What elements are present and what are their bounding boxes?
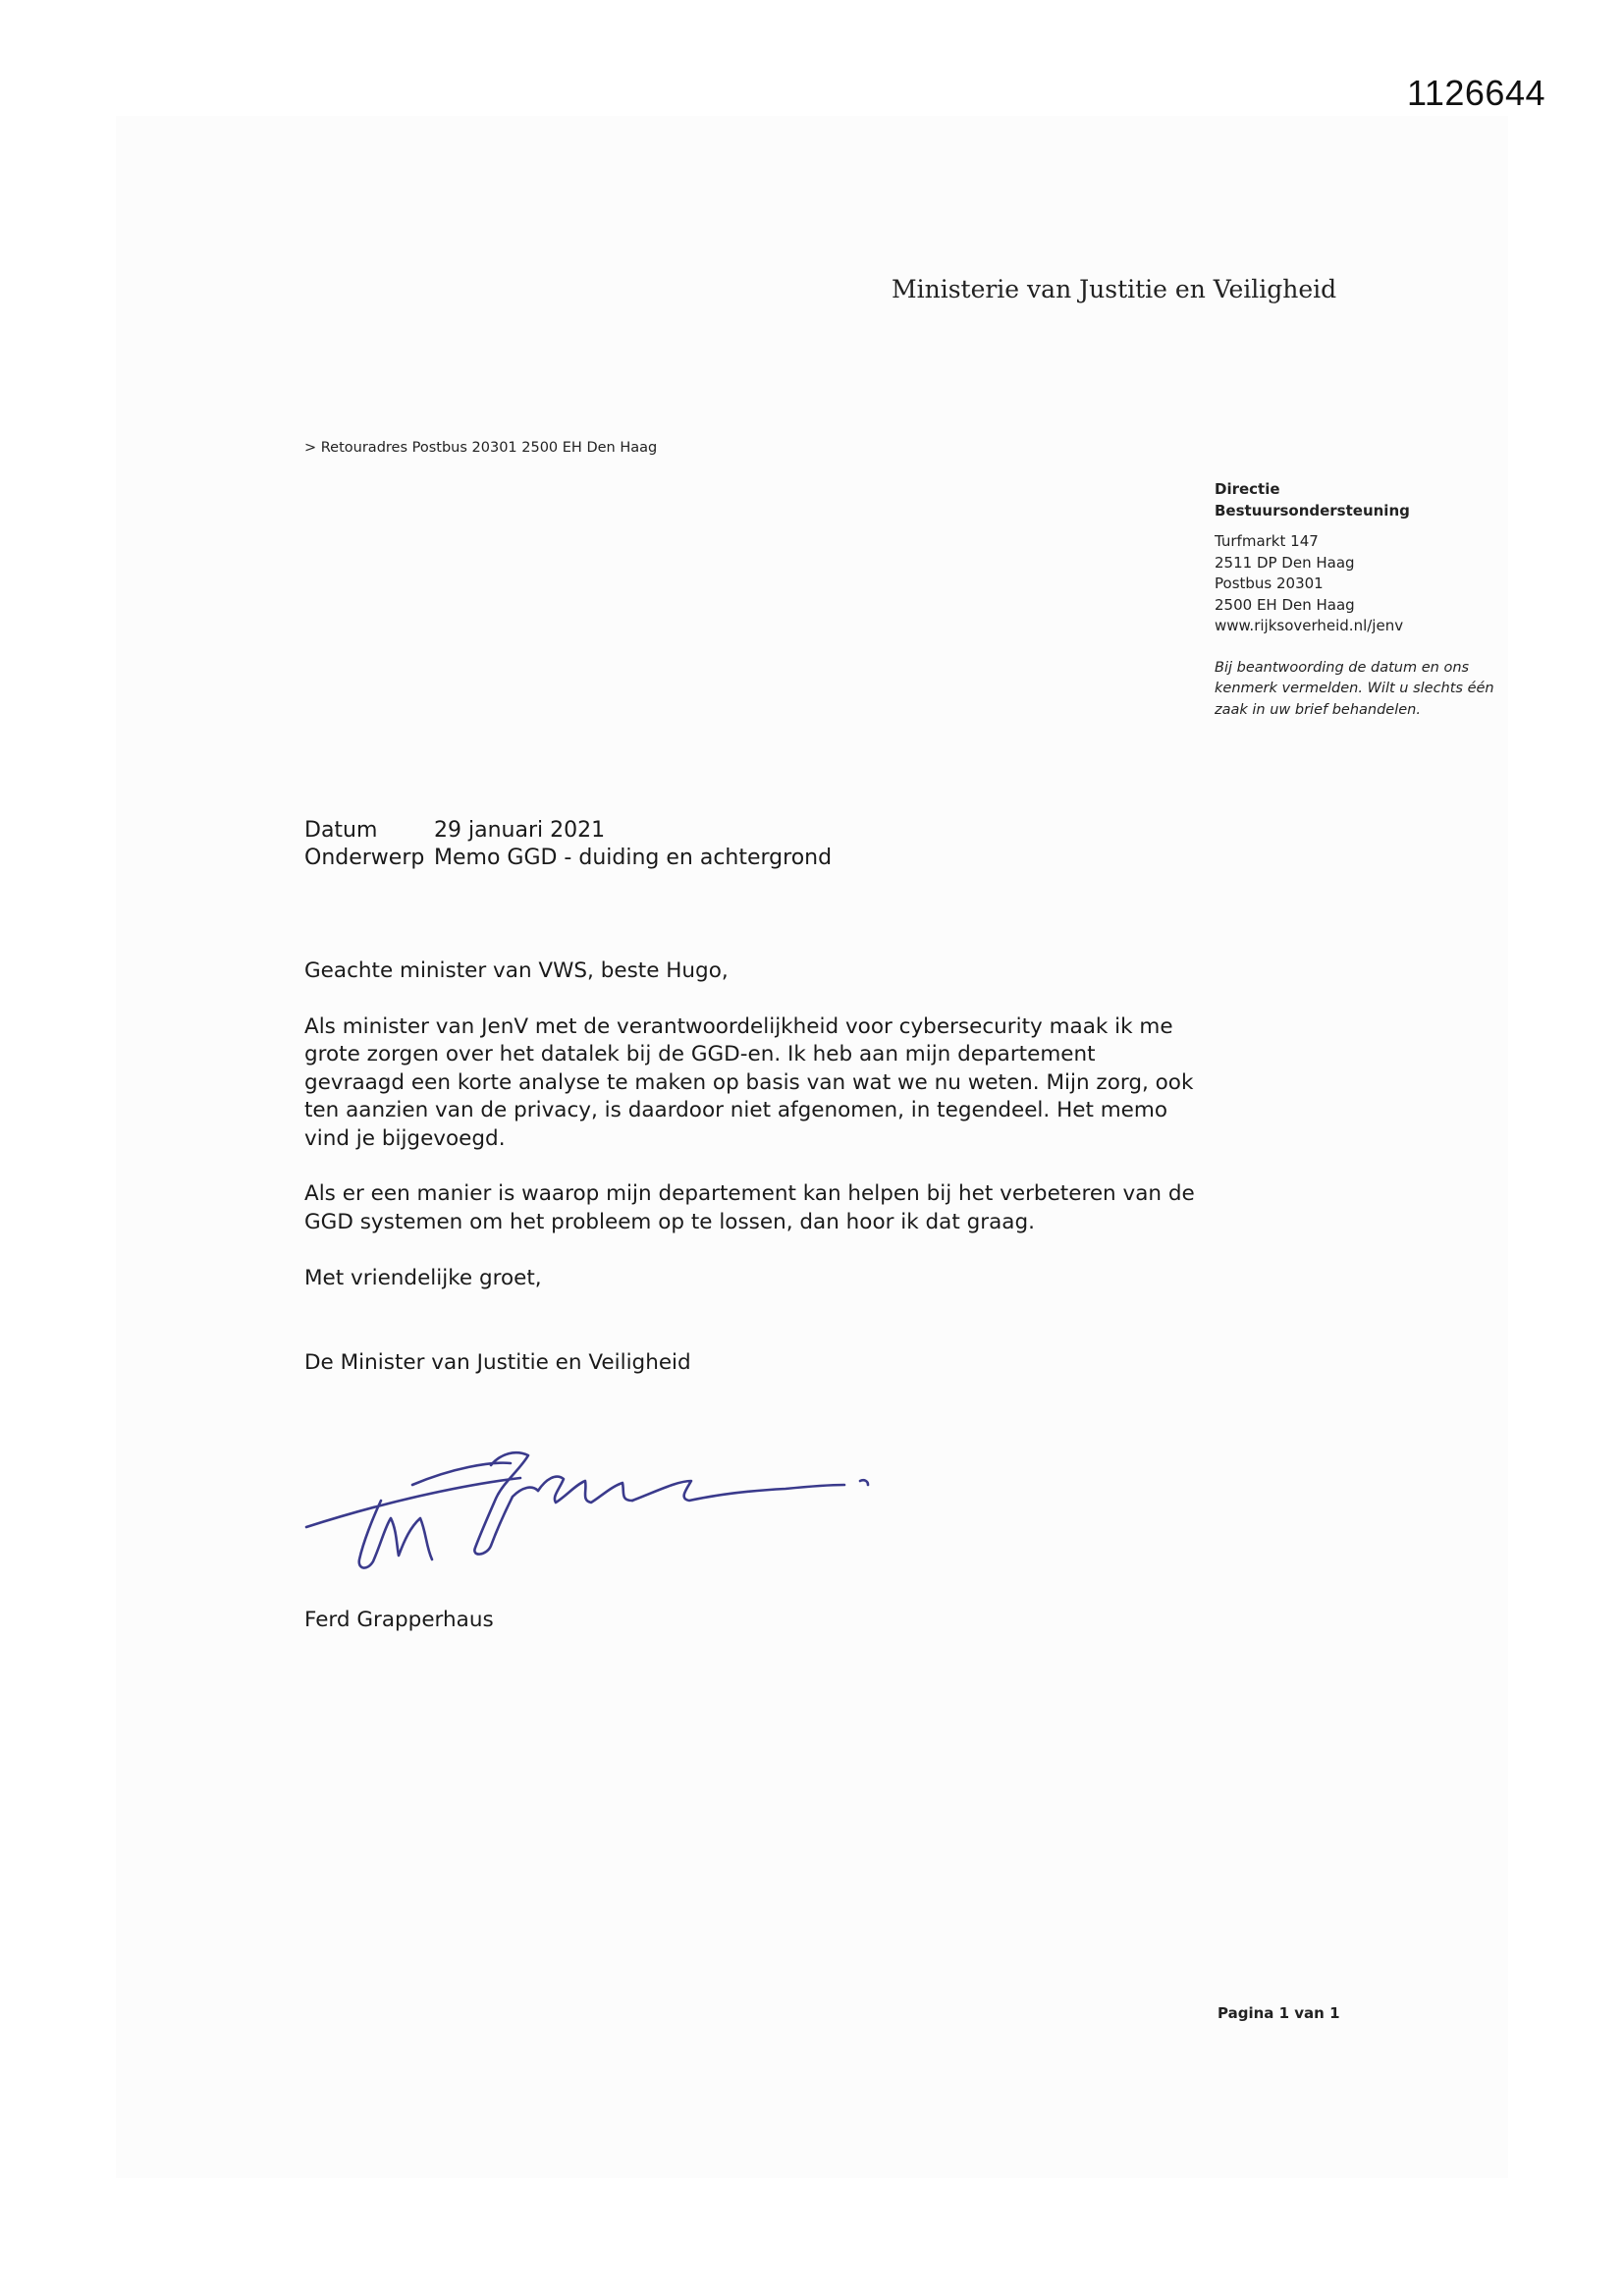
address-line: 2500 EH Den Haag xyxy=(1215,595,1355,614)
salutation: Geachte minister van VWS, beste Hugo, xyxy=(304,958,729,983)
address-line: Turfmarkt 147 xyxy=(1215,532,1319,550)
address-line: 2511 DP Den Haag xyxy=(1215,553,1355,572)
closing: Met vriendelijke groet, xyxy=(304,1266,542,1290)
signer-name: Ferd Grapperhaus xyxy=(304,1608,494,1632)
department-address xyxy=(1215,531,1509,637)
sidebar-contact xyxy=(1215,479,1509,721)
paragraph-1: Als minister van JenV met de verantwoordelijkheid voor cybersecurity maak ik me grote zorgen over het datalek bij de GGD-en. Ik heb aan mijn departement gevraagd een korte analyse te maken op basis van wat we nu weten. Mijn zorg, ook ten aanzien van de privacy, is daardoor niet afgenomen, in tegendeel. Het memo vind je bijgevoegd. xyxy=(304,1013,1194,1151)
handwritten-signature xyxy=(295,1424,903,1591)
date-label: Datum xyxy=(304,818,378,843)
letter-body xyxy=(304,957,1198,1377)
subject-value: Memo GGD - duiding en achtergrond xyxy=(434,846,833,870)
reply-instructions: Bij beantwoording de datum en ons kenmerk vermelden. Wilt u slechts één zaak in uw brief behandelen. xyxy=(1215,659,1494,718)
letter-meta xyxy=(304,817,832,872)
ministry-name: Ministerie van Justitie en Veiligheid xyxy=(892,275,1337,303)
address-line: Postbus 20301 xyxy=(1215,574,1324,592)
page-number: Pagina 1 van 1 xyxy=(1218,2004,1340,2022)
subject-row xyxy=(304,845,832,872)
signature-strokes xyxy=(306,1452,868,1567)
document-number: 1126644 xyxy=(1407,73,1545,113)
signatory-title: De Minister van Justitie en Veiligheid xyxy=(304,1349,691,1375)
date-value: 29 januari 2021 xyxy=(434,818,606,843)
paragraph-2: Als er een manier is waarop mijn departement kan helpen bij het verbeteren van de GGD systemen om het probleem op te lossen, dan hoor ik dat graag. xyxy=(304,1181,1195,1234)
department-name: Directie Bestuursondersteuning xyxy=(1215,480,1410,519)
subject-label: Onderwerp xyxy=(304,846,425,870)
date-row xyxy=(304,817,832,845)
website-link: www.rijksoverheid.nl/jenv xyxy=(1215,617,1404,634)
return-address: > Retouradres Postbus 20301 2500 EH Den Haag xyxy=(304,440,658,456)
